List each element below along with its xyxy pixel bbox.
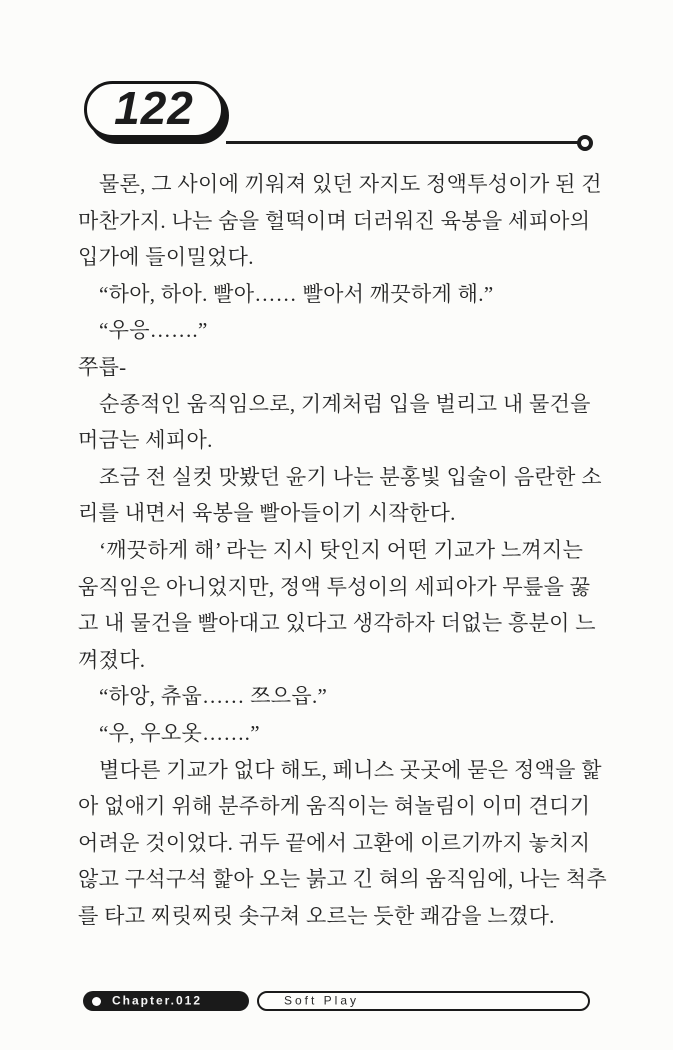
text-line: 리를 내면서 육봉을 빨아들이기 시작한다. xyxy=(78,501,456,526)
text-line: “우응…….” xyxy=(99,318,208,343)
text-line: 별다른 기교가 없다 해도, 페니스 곳곳에 묻은 정액을 핥 xyxy=(99,757,602,782)
page-number: 122 xyxy=(114,81,194,134)
page-number-badge xyxy=(84,81,224,138)
text-line: “하앙, 츄웁…… 쯔으읍.” xyxy=(99,684,328,709)
text-line: ‘깨끗하게 해’ 라는 지시 탓인지 어떤 기교가 느껴지는 xyxy=(99,537,584,562)
text-line: 껴졌다. xyxy=(78,647,146,672)
section-title-label: Soft Play xyxy=(284,993,360,1008)
text-line: 않고 구석구석 핥아 오는 붉고 긴 혀의 움직임에, 나는 척추 xyxy=(78,867,607,892)
text-line: 마찬가지. 나는 숨을 헐떡이며 더러워진 육봉을 세피아의 xyxy=(78,208,591,233)
bullet-dot-icon xyxy=(92,997,101,1006)
text-line: 물론, 그 사이에 끼워져 있던 자지도 정액투성이가 된 건 xyxy=(99,172,602,196)
body-text-block xyxy=(78,166,607,934)
header-rule-end-ring-icon xyxy=(577,135,593,151)
text-line: 어려운 것이었다. 귀두 끝에서 고환에 이르기까지 놓치지 xyxy=(78,830,591,855)
chapter-badge xyxy=(83,991,249,1011)
text-line: 순종적인 움직임으로, 기계처럼 입을 벌리고 내 물건을 xyxy=(99,391,591,416)
text-line: 움직임은 아니었지만, 정액 투성이의 세피아가 무릎을 꿇 xyxy=(78,574,591,599)
text-line: 쭈릅- xyxy=(78,354,127,379)
header-rule-line xyxy=(226,141,578,144)
text-line: “하아, 하아. 빨아…… 빨아서 깨끗하게 해.” xyxy=(99,281,494,306)
section-title-badge xyxy=(257,991,590,1011)
text-line: 입가에 들이밀었다. xyxy=(78,245,254,270)
text-line: 아 없애기 위해 분주하게 움직이는 혀놀림이 이미 견디기 xyxy=(78,794,591,819)
text-line: 조금 전 실컷 맛봤던 윤기 나는 분홍빛 입술이 음란한 소 xyxy=(99,464,602,489)
text-line: “우, 우오옷…….” xyxy=(99,720,260,745)
chapter-label: Chapter.012 xyxy=(112,993,203,1008)
text-line: 머금는 세피아. xyxy=(78,428,213,453)
text-line: 를 타고 찌릿찌릿 솟구쳐 오르는 듯한 쾌감을 느꼈다. xyxy=(78,903,555,928)
text-line: 고 내 물건을 빨아대고 있다고 생각하자 더없는 흥분이 느 xyxy=(78,611,596,636)
